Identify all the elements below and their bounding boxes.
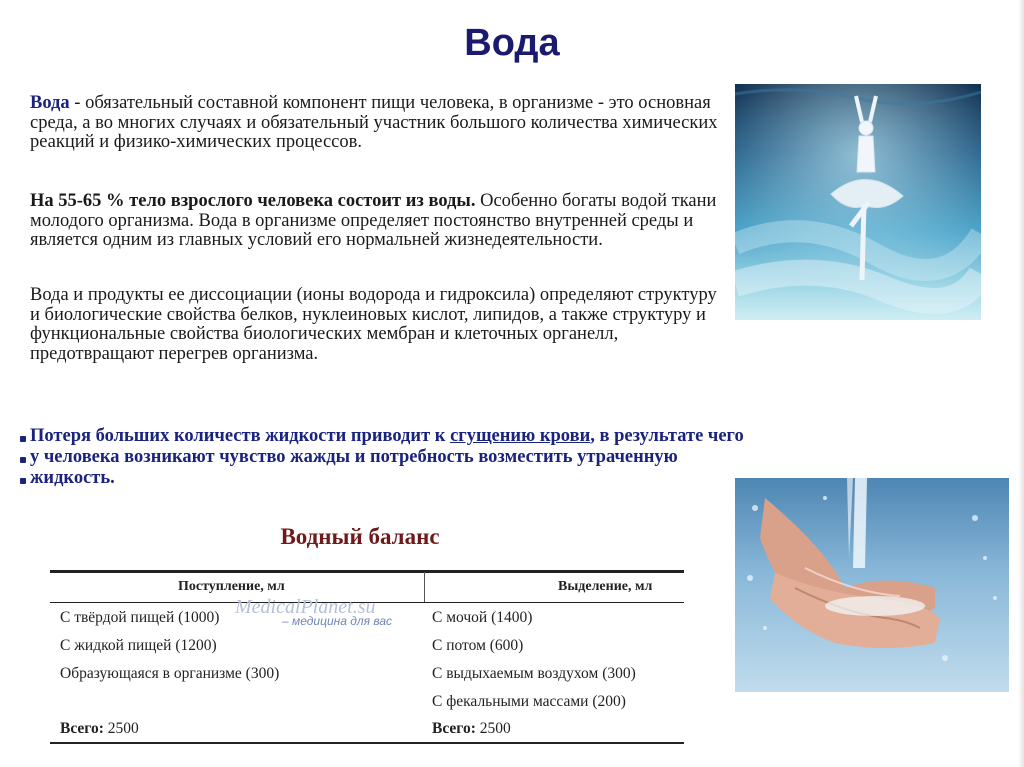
- total-value: 2500: [107, 720, 139, 737]
- paragraph-body-water-content: [30, 192, 730, 251]
- paragraph-2-text: Особенно богаты водой ткани молодого организма. Вода в организме определяет постоянство внутренней среды и является одним из главных условий его нормальней жизнедеятельности.: [30, 191, 717, 251]
- watermark-tagline: – медицина для вас: [282, 614, 393, 628]
- paragraph-1-text: - обязательный составной компонент пищи человека, в организме - это основная среда, а во многих случаях и обязательный участник большого количества химических реакций и физико-химических процессов.: [30, 93, 718, 153]
- blood-thickening-link[interactable]: сгущению крови: [450, 426, 591, 446]
- output-item: С фекальными массами (200): [432, 693, 626, 710]
- paragraph-2-bold: На 55-65 % тело взрослого человека состоит из воды.: [30, 191, 476, 211]
- bullet-marker: [20, 478, 26, 484]
- dancer-illustration: [735, 84, 981, 320]
- output-item: С потом (600): [432, 637, 524, 654]
- bullet-marker: [20, 457, 26, 463]
- bullet-marker: [20, 436, 26, 442]
- header-intake: Поступление, мл: [178, 579, 285, 594]
- fluid-loss-text-2: , в результате чего у человека возникают чувство жажды и потребность возместить утраченную жидкость.: [30, 426, 744, 488]
- table-rule-top: [50, 570, 684, 573]
- water-balance-table: [50, 570, 684, 746]
- hands-water-image: [735, 478, 1009, 692]
- output-item: С выдыхаемым воздухом (300): [432, 665, 636, 682]
- water-balance-title: Водный баланс: [280, 524, 440, 549]
- total-label: Всего:: [60, 720, 104, 737]
- underwater-dancer-image: [735, 84, 981, 320]
- paragraph-water-definition: [30, 94, 730, 153]
- term-water: Вода: [30, 93, 70, 113]
- output-item: С мочой (1400): [432, 609, 533, 626]
- fluid-loss-note: [30, 426, 750, 489]
- hands-illustration: [735, 478, 1009, 692]
- output-total: [432, 720, 511, 738]
- slide-title: Вода: [464, 22, 560, 64]
- intake-item: С жидкой пищей (1200): [60, 637, 217, 654]
- intake-item: Образующаяся в организме (300): [60, 665, 280, 682]
- fluid-loss-text-1: Потеря больших количеств жидкости приводит к: [30, 426, 451, 446]
- table-column-divider: [424, 572, 425, 603]
- intake-item: С твёрдой пищей (1000): [60, 609, 220, 626]
- slide-edge-shadow: [1018, 0, 1024, 767]
- total-value: 2500: [479, 720, 511, 737]
- table-rule-bottom: [50, 742, 684, 744]
- header-output: Выделение, мл: [558, 579, 653, 594]
- paragraph-dissociation: Вода и продукты ее диссоциации (ионы водорода и гидроксила) определяют структуру и биологические свойства белков, нуклеиновых кислот, липидов, а также структуру и функциональные свойства биологических мембран и клеточных органелл, предотвращают перегрев организма.: [30, 285, 717, 364]
- intake-total: [60, 720, 139, 738]
- total-label: Всего:: [432, 720, 476, 737]
- watermark-site: MedicalPlanet.su: [235, 596, 376, 618]
